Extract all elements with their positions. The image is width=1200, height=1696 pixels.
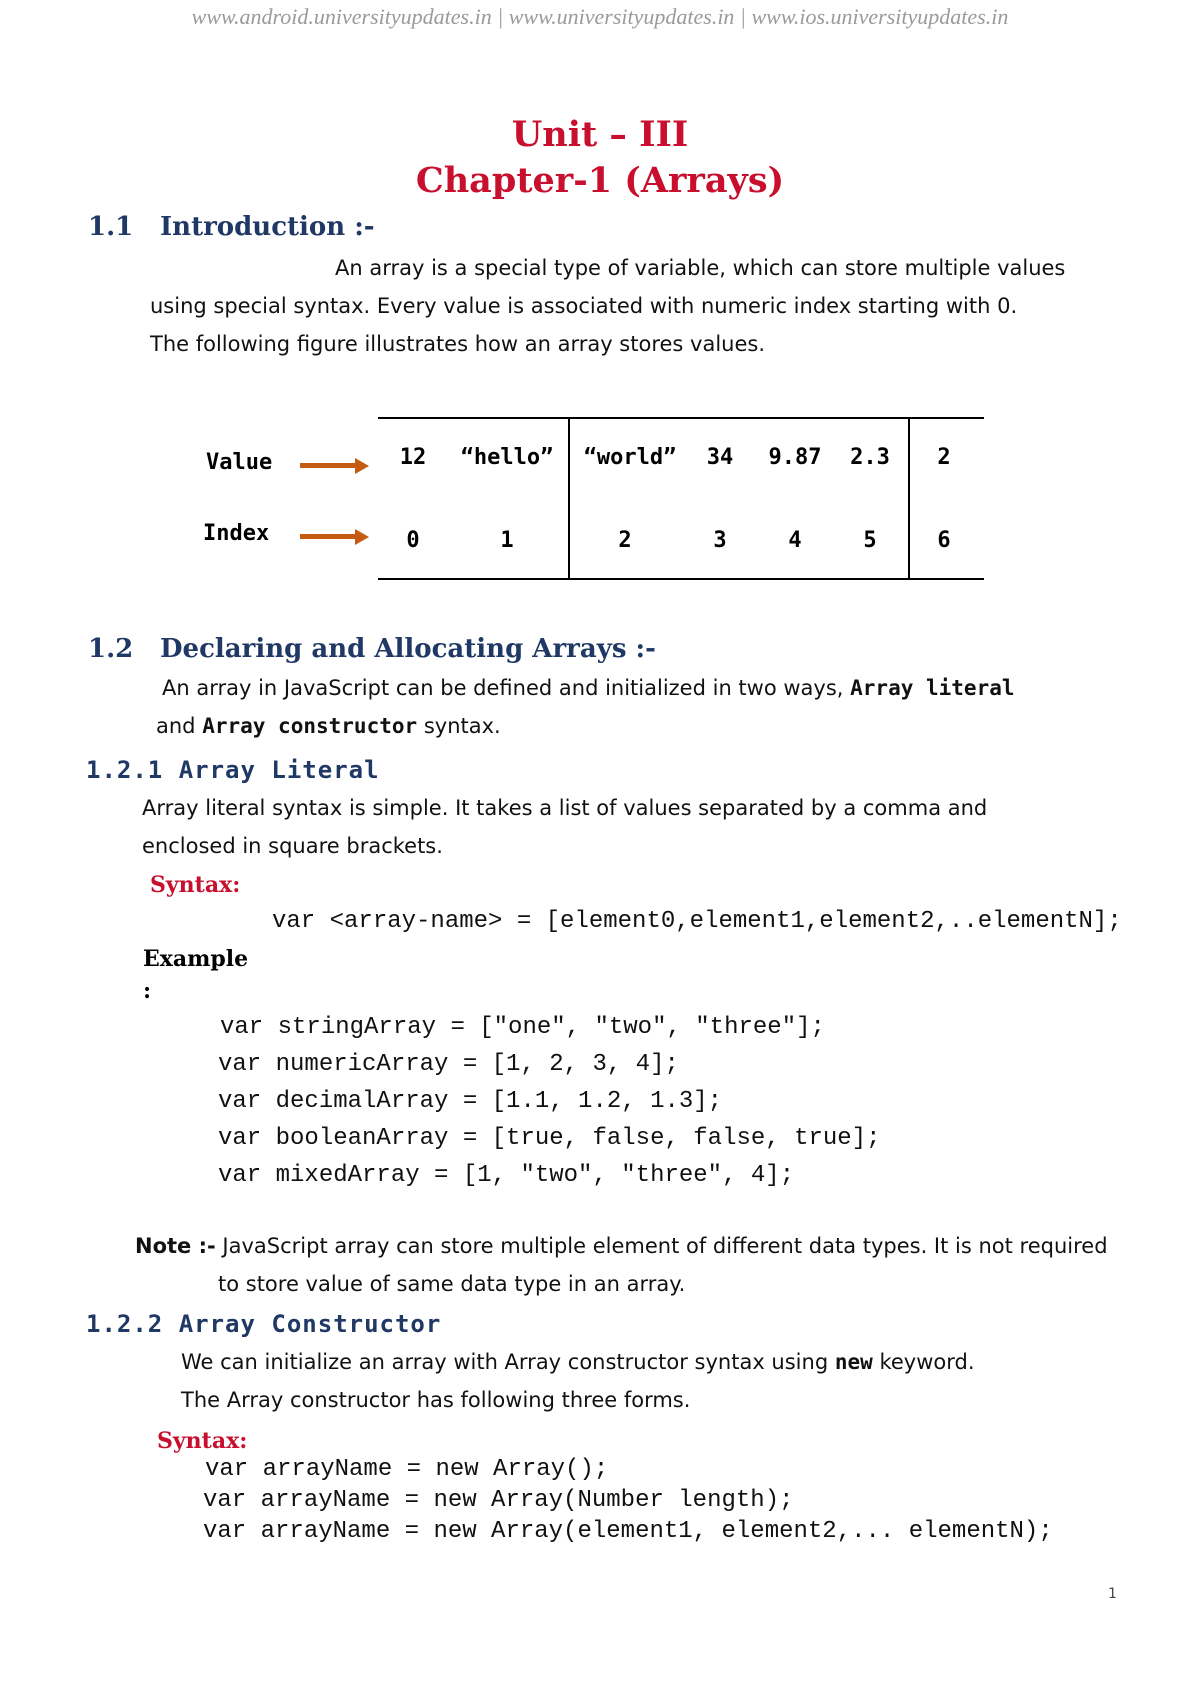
array-index: 5 bbox=[863, 528, 877, 553]
new-keyword-code: new bbox=[834, 1350, 873, 1374]
example-code-line: var stringArray = ["one", "two", "three"]; bbox=[220, 1014, 825, 1041]
constructor-text: We can initialize an array with Array constructor syntax using bbox=[181, 1350, 829, 1374]
section-1-2-heading bbox=[88, 634, 656, 664]
declaring-text: An array in JavaScript can be defined and initialized in two ways, bbox=[162, 676, 844, 700]
array-value: “hello” bbox=[460, 445, 554, 470]
literal-syntax-code: var <array-name> = [element0,element1,element2,..elementN]; bbox=[272, 908, 1122, 935]
array-value: 2 bbox=[937, 445, 951, 470]
figure-top-border bbox=[378, 417, 984, 419]
figure-divider bbox=[908, 418, 910, 579]
note-label: Note :- bbox=[135, 1234, 216, 1258]
section-number: 1.2 bbox=[88, 634, 134, 664]
note-line-1 bbox=[135, 1234, 1108, 1258]
intro-line-2: using special syntax. Every value is associated with numeric index starting with 0. bbox=[150, 294, 1018, 318]
syntax-label: Syntax: bbox=[157, 1428, 248, 1454]
array-constructor-code: Array constructor bbox=[202, 714, 418, 738]
note-text: JavaScript array can store multiple element of different data types. It is not required bbox=[222, 1234, 1108, 1258]
array-value: 2.3 bbox=[850, 445, 890, 470]
constructor-line-2: The Array constructor has following three forms. bbox=[181, 1388, 691, 1412]
array-value: “world” bbox=[583, 445, 677, 470]
array-index: 2 bbox=[618, 528, 632, 553]
array-index: 0 bbox=[406, 528, 420, 553]
literal-line-1: Array literal syntax is simple. It takes a list of values separated by a comma and bbox=[142, 796, 988, 820]
array-value: 9.87 bbox=[768, 445, 822, 470]
constructor-syntax-line: var arrayName = new Array(Number length); bbox=[203, 1487, 794, 1514]
constructor-keyword: keyword. bbox=[879, 1350, 975, 1374]
chapter-title: Chapter-1 (Arrays) bbox=[415, 160, 785, 201]
array-value: 34 bbox=[706, 445, 734, 470]
example-label: Example bbox=[143, 946, 249, 972]
example-code-line: var numericArray = [1, 2, 3, 4]; bbox=[218, 1051, 679, 1078]
array-index: 6 bbox=[937, 528, 951, 553]
example-colon: : bbox=[143, 978, 152, 1004]
declaring-line-1 bbox=[162, 676, 1015, 700]
header-links: www.android.universityupdates.in | www.universityupdates.in | www.ios.universityupdates.in bbox=[191, 4, 1009, 29]
example-code-line: var mixedArray = [1, "two", "three", 4]; bbox=[218, 1162, 795, 1189]
index-label: Index bbox=[203, 521, 270, 546]
intro-line-1: An array is a special type of variable, which can store multiple values bbox=[335, 256, 1066, 280]
example-code-line: var booleanArray = [true, false, false, true]; bbox=[218, 1125, 881, 1152]
section-1-1-heading bbox=[88, 212, 375, 242]
note-line-2: to store value of same data type in an array. bbox=[218, 1272, 686, 1296]
value-label: Value bbox=[206, 450, 273, 475]
array-literal-code: Array literal bbox=[850, 676, 1015, 700]
declaring-line-2 bbox=[156, 714, 501, 738]
value-arrow-head-icon bbox=[355, 458, 369, 474]
array-value: 12 bbox=[399, 445, 427, 470]
section-title: Introduction :- bbox=[160, 212, 375, 242]
array-index: 4 bbox=[788, 528, 802, 553]
constructor-syntax-line: var arrayName = new Array(); bbox=[205, 1456, 609, 1483]
value-arrow-icon bbox=[300, 463, 356, 468]
figure-bottom-border bbox=[378, 578, 984, 580]
section-title: Declaring and Allocating Arrays :- bbox=[160, 634, 656, 664]
constructor-line-1 bbox=[181, 1350, 975, 1374]
intro-line-3: The following figure illustrates how an array stores values. bbox=[150, 332, 766, 356]
example-code-line: var decimalArray = [1.1, 1.2, 1.3]; bbox=[218, 1088, 723, 1115]
section-1-2-2-heading: 1.2.2 Array Constructor bbox=[86, 1310, 442, 1338]
literal-line-2: enclosed in square brackets. bbox=[142, 834, 443, 858]
page-number: 1 bbox=[1108, 1586, 1117, 1602]
array-index: 3 bbox=[713, 528, 727, 553]
syntax-label: Syntax: bbox=[150, 872, 241, 898]
array-index: 1 bbox=[500, 528, 514, 553]
index-arrow-icon bbox=[300, 534, 356, 539]
declaring-syntax: syntax. bbox=[423, 714, 501, 738]
unit-title: Unit – III bbox=[511, 114, 689, 155]
constructor-syntax-line: var arrayName = new Array(element1, element2,... elementN); bbox=[203, 1518, 1053, 1545]
section-number: 1.1 bbox=[88, 212, 134, 242]
declaring-and: and bbox=[156, 714, 196, 738]
figure-divider bbox=[568, 418, 570, 579]
index-arrow-head-icon bbox=[355, 529, 369, 545]
section-1-2-1-heading: 1.2.1 Array Literal bbox=[86, 756, 380, 784]
